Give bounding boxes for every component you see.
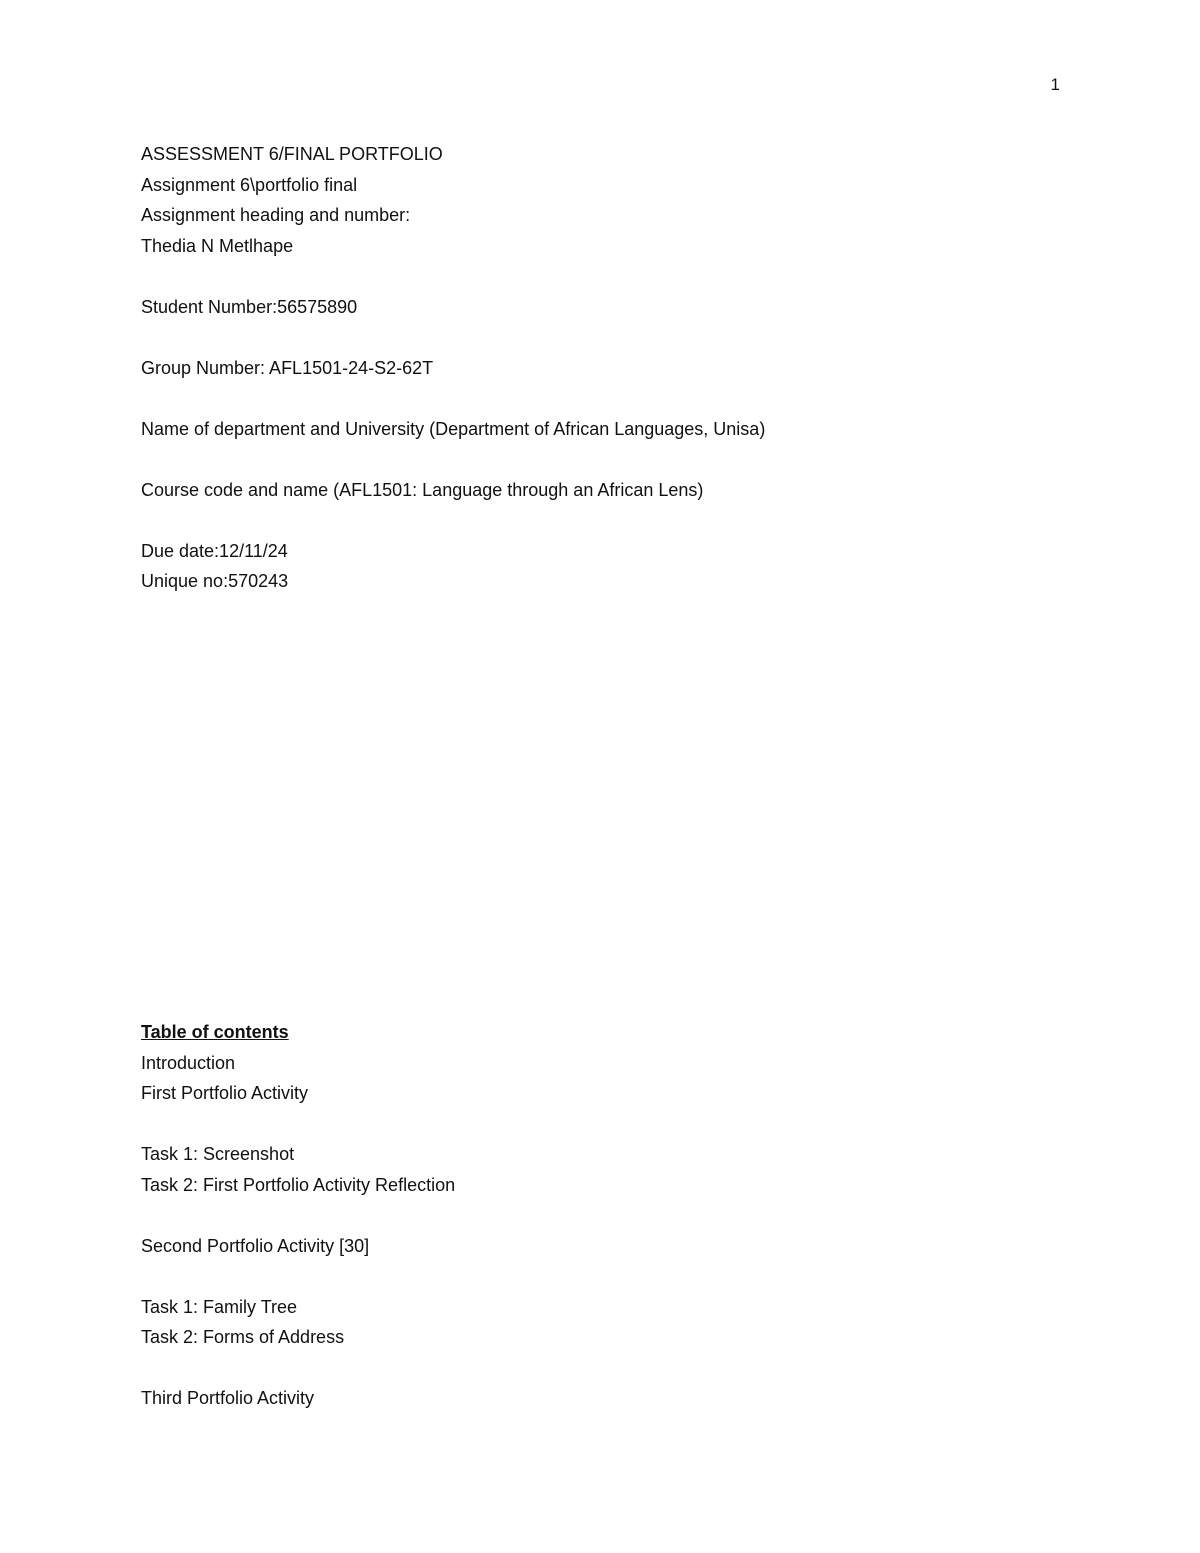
- assessment-title: ASSESSMENT 6/FINAL PORTFOLIO: [141, 144, 443, 164]
- due-date: Due date:12/11/24: [141, 540, 288, 561]
- student-number: Student Number:56575890: [141, 296, 358, 317]
- page-number: 1: [1050, 75, 1060, 94]
- student-name: Thedia N Metlhape: [141, 235, 294, 256]
- unique-number: Unique no:570243: [141, 571, 289, 591]
- toc-item-second-task-2: Task 2: Forms of Address: [141, 1327, 345, 1347]
- spacer: [141, 444, 1041, 475]
- spacer: [141, 1261, 1041, 1292]
- assignment-heading-label: Assignment heading and number:: [141, 205, 411, 225]
- group-number: Group Number: AFL1501-24-S2-62T: [141, 357, 434, 378]
- toc-heading: Table of contents: [141, 1022, 289, 1042]
- spacer: [141, 505, 1041, 536]
- assignment-line: Assignment 6\portfolio final: [141, 174, 358, 195]
- toc-item-third-activity: Third Portfolio Activity: [141, 1388, 315, 1408]
- spacer: [141, 383, 1041, 414]
- cover-details: [141, 139, 1041, 597]
- toc-item-first-activity: First Portfolio Activity: [141, 1083, 309, 1103]
- spacer: [141, 322, 1041, 353]
- toc-item-introduction: Introduction: [141, 1052, 236, 1073]
- toc-item-first-task-1: Task 1: Screenshot: [141, 1144, 295, 1164]
- spacer: [141, 1109, 1041, 1140]
- table-of-contents: [141, 1017, 1041, 1414]
- course-name: Course code and name (AFL1501: Language through an African Lens): [141, 479, 704, 500]
- spacer: [141, 1353, 1041, 1384]
- toc-item-second-task-1: Task 1: Family Tree: [141, 1296, 298, 1317]
- toc-item-second-activity: Second Portfolio Activity [30]: [141, 1235, 370, 1256]
- toc-item-first-task-2: Task 2: First Portfolio Activity Reflection: [141, 1174, 456, 1195]
- department-name: Name of department and University (Department of African Languages, Unisa): [141, 418, 766, 439]
- spacer: [141, 261, 1041, 292]
- spacer: [141, 1200, 1041, 1231]
